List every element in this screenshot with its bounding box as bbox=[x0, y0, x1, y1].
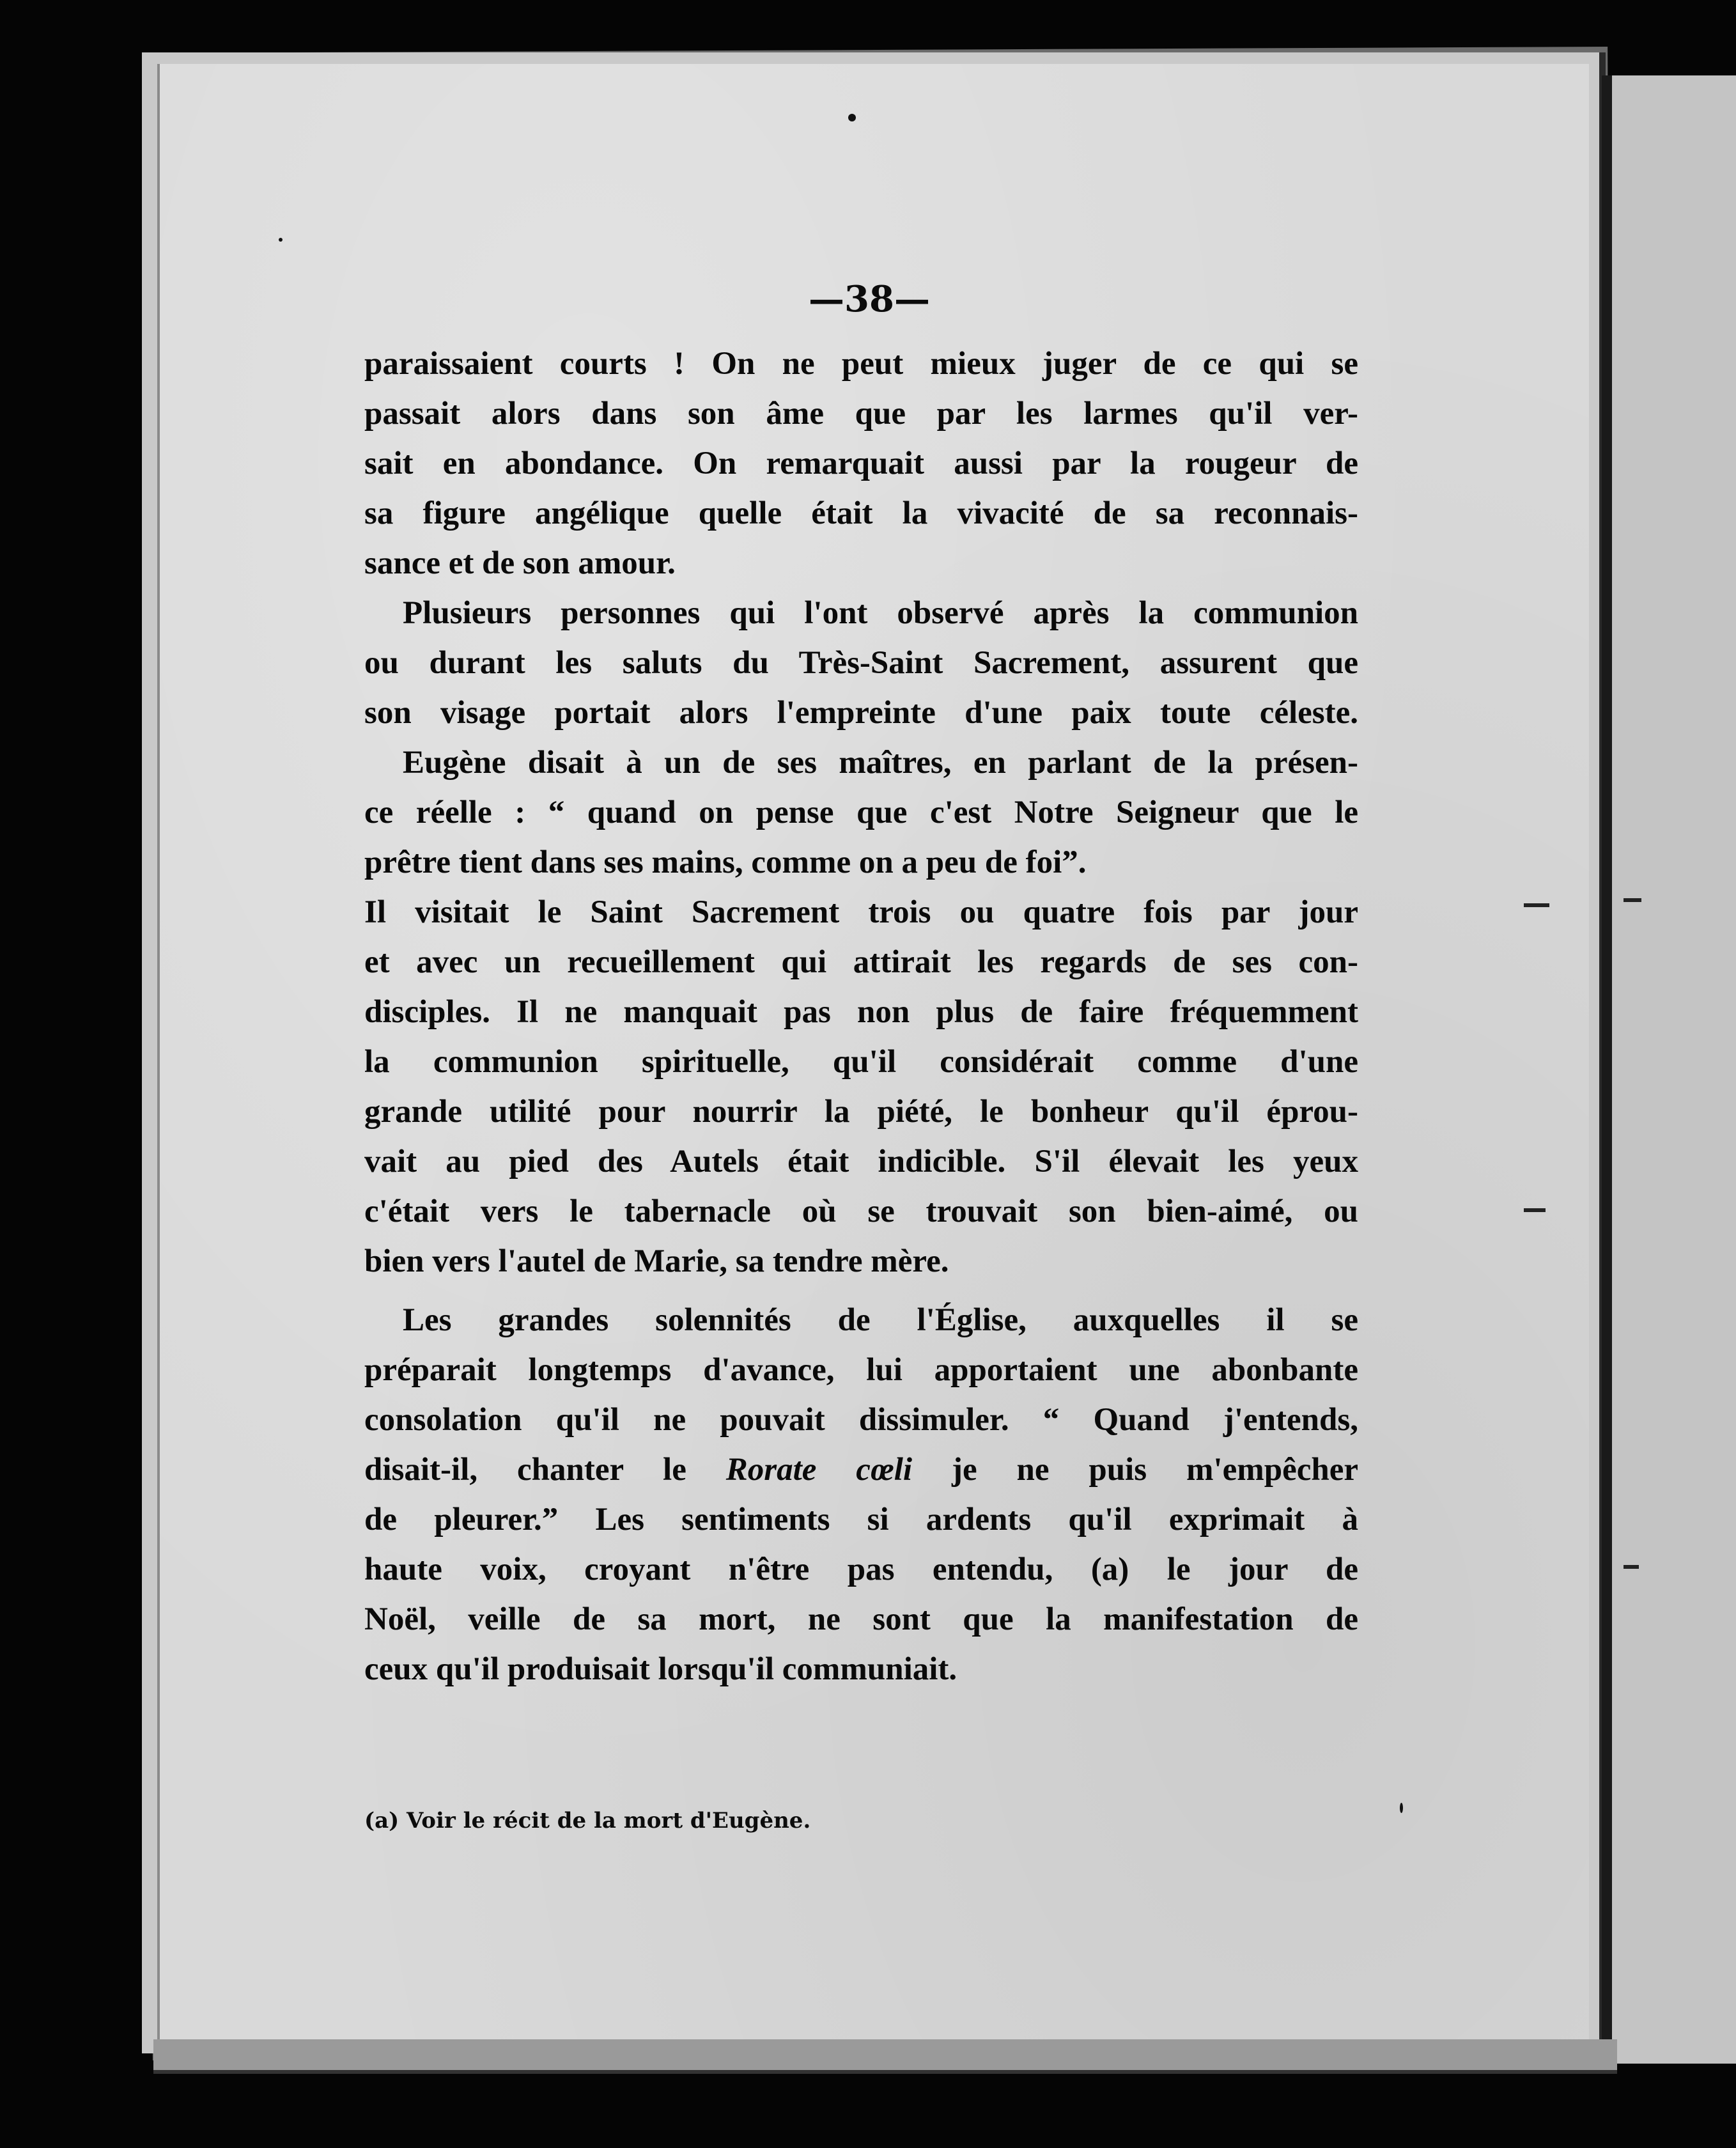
text-line: Noël, veille de sa mort, ne sont que la manifestation de bbox=[364, 1601, 1358, 1637]
latin-phrase: Rorate cœli bbox=[725, 1452, 913, 1488]
body-text bbox=[364, 339, 1358, 1694]
text-line: disciples. Il ne manquait pas non plus de faire fréquemment bbox=[364, 994, 1358, 1030]
text-line: haute voix, croyant n'être pas entendu, (a) le jour de bbox=[364, 1552, 1358, 1587]
text-line: sa figure angélique quelle était la vivacité de sa reconnais- bbox=[364, 495, 1358, 531]
footnote: (a) Voir le récit de la mort d'Eugène. bbox=[364, 1808, 811, 1833]
adjacent-page-edge bbox=[1602, 75, 1736, 2064]
text-line: vait au pied des Autels était indicible. S'il élevait les yeux bbox=[364, 1144, 1358, 1179]
margin-mark bbox=[1624, 898, 1641, 902]
text-line: disait-il, chanter le Rorate cœli je ne puis m'empêcher bbox=[364, 1452, 1358, 1488]
text-line: sance et de son amour. bbox=[364, 545, 676, 581]
text-line: de pleurer.” Les sentiments si ardents qu'il exprimait à bbox=[364, 1502, 1358, 1537]
text-line: paraissaient courts ! On ne peut mieux juger de ce qui se bbox=[364, 346, 1358, 382]
text-line: ou durant les saluts du Très-Saint Sacrement, assurent que bbox=[364, 645, 1358, 681]
text-line: et avec un recueillement qui attirait les regards de ses con- bbox=[364, 944, 1358, 980]
text-line: consolation qu'il ne pouvait dissimuler. “ Quand j'entends, bbox=[364, 1402, 1358, 1438]
text-line: sait en abondance. On remarquait aussi par la rougeur de bbox=[364, 446, 1358, 481]
text-line: grande utilité pour nourrir la piété, le bonheur qu'il éprou- bbox=[364, 1094, 1358, 1130]
text-line: passait alors dans son âme que par les larmes qu'il ver- bbox=[364, 396, 1358, 432]
margin-mark bbox=[1624, 1565, 1639, 1569]
text-line: Eugène disait à un de ses maîtres, en parlant de la présen- bbox=[403, 745, 1358, 781]
page-number: —38— bbox=[809, 278, 930, 320]
text-line: Les grandes solennités de l'Église, auxquelles il se bbox=[403, 1302, 1358, 1338]
margin-mark bbox=[1524, 1208, 1546, 1212]
ink-speck bbox=[279, 238, 283, 242]
text-line: ce réelle : “ quand on pense que c'est Notre Seigneur que le bbox=[364, 795, 1358, 830]
bottom-page-edge bbox=[153, 2039, 1617, 2074]
margin-mark bbox=[1524, 903, 1549, 907]
text-line: son visage portait alors l'empreinte d'une paix toute céleste. bbox=[364, 695, 1358, 731]
text-line: prêtre tient dans ses mains, comme on a peu de foi”. bbox=[364, 844, 1087, 880]
text-line: préparait longtemps d'avance, lui apportaient une abonbante bbox=[364, 1352, 1358, 1388]
text-line: ceux qu'il produisait lorsqu'il communiait. bbox=[364, 1651, 957, 1687]
ink-speck bbox=[848, 114, 856, 121]
text-line: bien vers l'autel de Marie, sa tendre mère. bbox=[364, 1243, 949, 1279]
text-line: Il visitait le Saint Sacrement trois ou quatre fois par jour bbox=[364, 894, 1358, 930]
text-line: c'était vers le tabernacle où se trouvait son bien-aimé, ou bbox=[364, 1194, 1358, 1229]
ink-speck bbox=[1400, 1803, 1403, 1813]
text-line: Plusieurs personnes qui l'ont observé après la communion bbox=[403, 595, 1358, 631]
text-line: la communion spirituelle, qu'il considérait comme d'une bbox=[364, 1044, 1358, 1080]
